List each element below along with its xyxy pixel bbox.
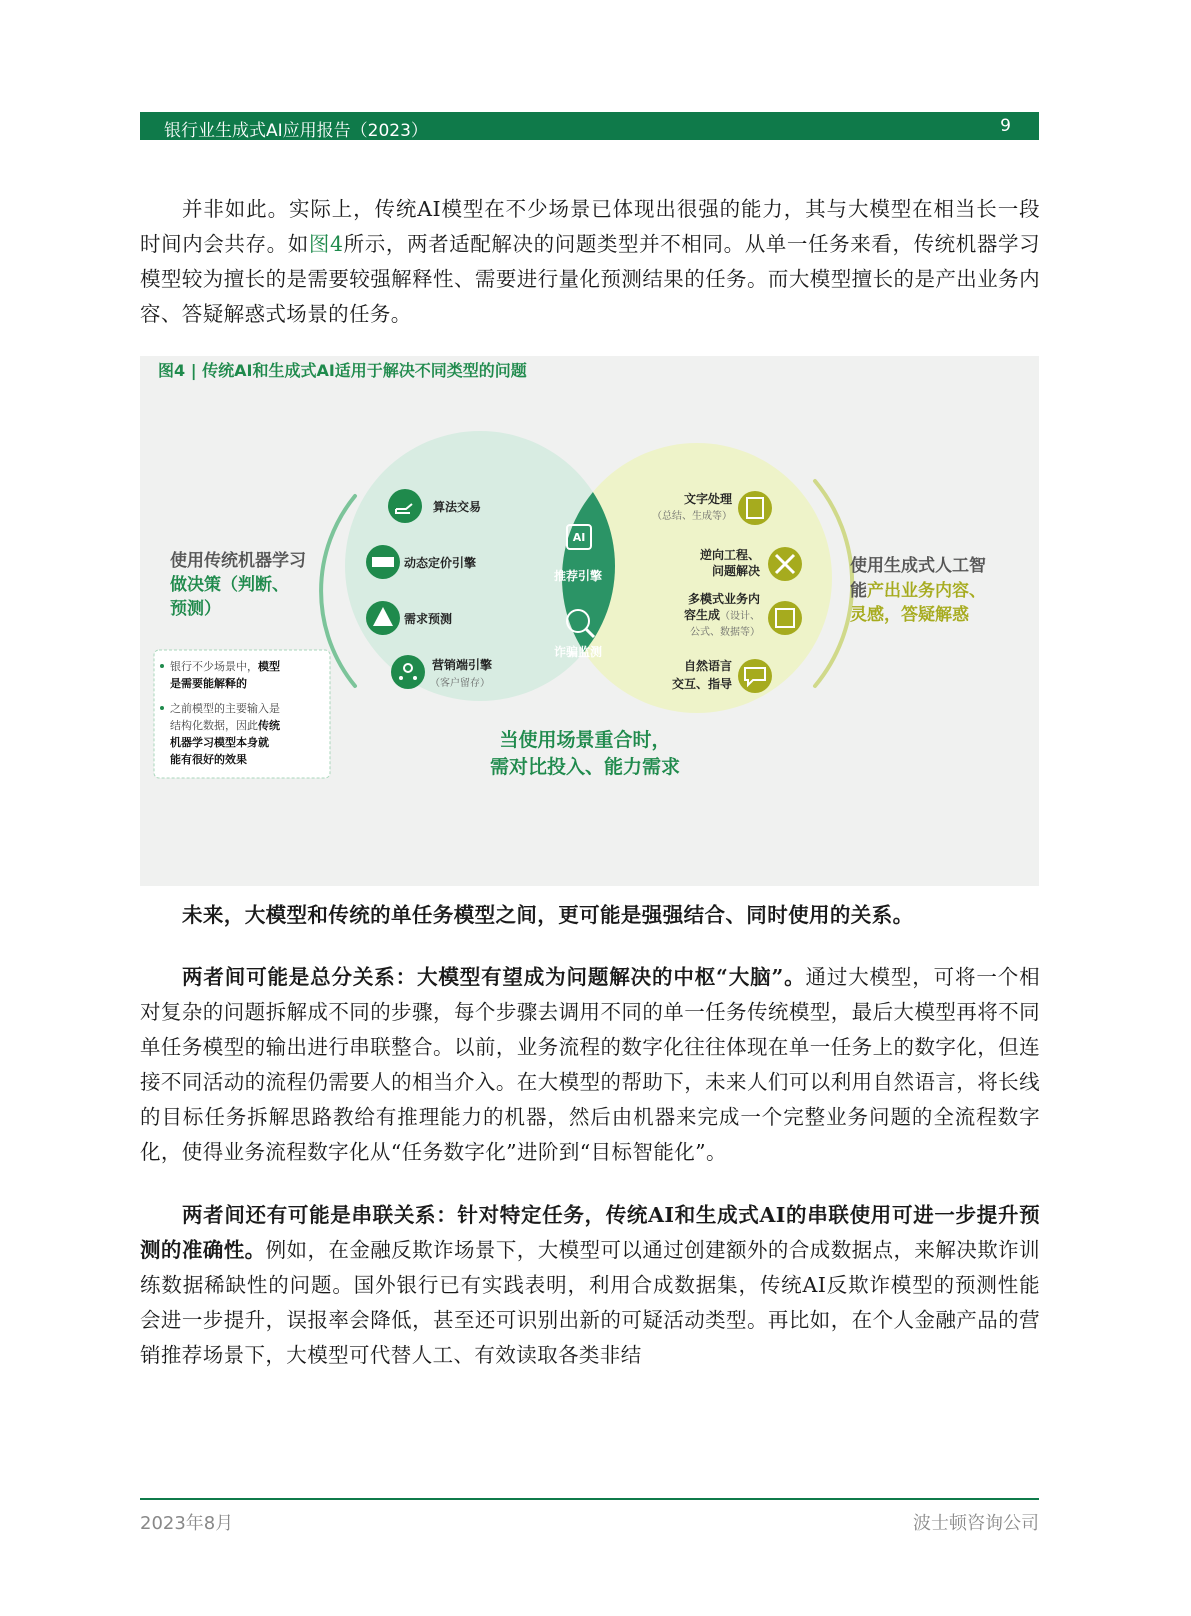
figure-4-link[interactable]: 图4 — [308, 232, 344, 256]
svg-text:动态定价引擎: 动态定价引擎 — [404, 556, 477, 570]
left-title-1: 使用传统机器学习 — [170, 551, 306, 571]
svg-text:（客户留存）: （客户留存） — [430, 678, 490, 689]
note-box — [154, 650, 330, 778]
svg-text:营销端引擎: 营销端引擎 — [432, 658, 493, 672]
svg-text:AI: AI — [572, 531, 586, 544]
price-tag-icon — [372, 557, 394, 567]
svg-text:多模式业务内: 多模式业务内 — [687, 592, 760, 606]
left-title-3: 预测） — [170, 599, 221, 619]
svg-text:推荐引擎: 推荐引擎 — [553, 569, 603, 583]
left-title-2: 做决策（判断、 — [170, 575, 289, 595]
svg-text:问题解决: 问题解决 — [711, 564, 760, 578]
figure-4 — [140, 356, 1039, 886]
svg-text:需求预测: 需求预测 — [404, 612, 453, 626]
svg-text:公式、数据等）: 公式、数据等） — [690, 627, 760, 638]
svg-text:之前模型的主要输入是: 之前模型的主要输入是 — [170, 702, 280, 715]
svg-text:文字处理: 文字处理 — [683, 492, 732, 506]
svg-text:自然语言: 自然语言 — [683, 659, 732, 673]
right-title-2: 能产出业务内容、 — [850, 581, 986, 601]
svg-text:（总结、生成等）: （总结、生成等） — [652, 511, 732, 522]
paragraph-4: 两者间还有可能是串联关系：针对特定任务，传统AI和生成式AI的串联使用可进一步提升预测的准确性。例如，在金融反欺诈场景下，大模型可以通过创建额外的合成数据点，来解决欺诈训练数据稀缺性的问题。国外银行已有实践表明，利用合成数据集，传统AI反欺诈模型的预测性能会进一步提升，误报率会降低，甚至还可识别出新的可疑活动类型。再比如，在个人金融产品的营销推荐场景下，大模型可代替人工、有效读取各类非结 — [140, 1203, 1040, 1367]
svg-text:逆向工程、: 逆向工程、 — [699, 548, 760, 562]
report-title: 银行业生成式AI应用报告（2023） — [164, 121, 428, 141]
svg-text:能有很好的效果: 能有很好的效果 — [170, 753, 247, 766]
paragraph-3: 两者间可能是总分关系：大模型有望成为问题解决的中枢“大脑”。通过大模型，可将一个相对复杂的问题拆解成不同的步骤，每个步骤去调用不同的单一任务传统模型，最后大模型再将不同单任务模型的输出进行串联整合。以前，业务流程的数字化往往体现在单一任务上的数字化，但连接不同活动的流程仍需要人的相当介入。在大模型的帮助下，未来人们可以利用自然语言，将长线的目标任务拆解思路教给有推理能力的机器，然后由机器来完成一个完整业务问题的全流程数字化，使得业务流程数字化从“任务数字化”进阶到“目标智能化”。 — [140, 965, 1040, 1164]
paragraph-2: 未来，大模型和传统的单任务模型之间，更可能是强强结合、同时使用的关系。 — [182, 903, 914, 927]
svg-text:交互、指导: 交互、指导 — [671, 677, 732, 691]
overlap-caption-1: 当使用场景重合时， — [499, 729, 671, 751]
svg-text:是需要能解释的: 是需要能解释的 — [170, 677, 247, 690]
footer-divider — [140, 1498, 1039, 1500]
overlap-caption-2: 需对比投入、能力需求 — [489, 756, 681, 778]
page-number: 9 — [1000, 116, 1011, 136]
svg-text:诈骗监测: 诈骗监测 — [553, 645, 603, 659]
paragraph-1: 并非如此。实际上，传统AI模型在不少场景已体现出很强的能力，其与大模型在相当长一段时间内会共存。如图4所示，两者适配解决的问题类型并不相同。从单一任务来看，传统机器学习模型较为擅长的是需要较强解释性、需要进行量化预测结果的任务。而大模型擅长的是产出业务内容、答疑解惑式场景的任务。 — [140, 197, 1041, 326]
svg-text:银行不少场景中，模型: 银行不少场景中，模型 — [170, 660, 280, 673]
header-bar — [140, 112, 1039, 140]
footer-company: 波士顿咨询公司 — [913, 1513, 1039, 1534]
svg-text:算法交易: 算法交易 — [433, 500, 482, 514]
right-item-reverse-engineering — [700, 547, 802, 581]
svg-text:机器学习模型本身就: 机器学习模型本身就 — [170, 736, 269, 749]
svg-text:容生成（设计、: 容生成（设计、 — [683, 608, 760, 622]
figure-caption: 图4 | 传统AI和生成式AI适用于解决不同类型的问题 — [158, 361, 527, 380]
svg-text:结构化数据，因此传统: 结构化数据，因此传统 — [170, 719, 280, 732]
right-title-1: 使用生成式人工智 — [850, 556, 986, 576]
right-title-3: 灵感，答疑解惑 — [850, 605, 969, 625]
footer-date: 2023年8月 — [140, 1513, 234, 1534]
